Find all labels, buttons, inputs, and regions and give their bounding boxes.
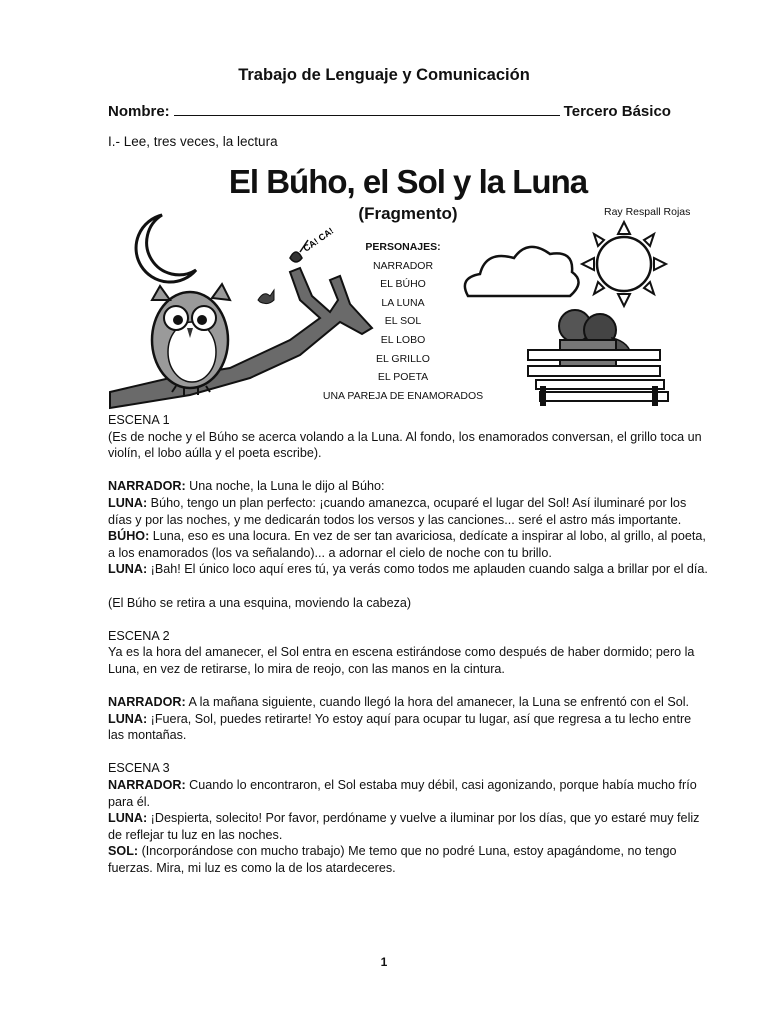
stage-direction: (Es de noche y el Búho se acerca volando a la Luna. Al fondo, los enamorados conversan, el grillo toca un violín, el lobo aúlla y el poeta escribe).: [108, 429, 702, 461]
speaker: LUNA:: [108, 562, 148, 577]
scene-heading: ESCENA 3: [108, 761, 170, 776]
stage-direction: Ya es la hora del amanecer, el Sol entra en escena estirándose como después de haber dormido; pero la Luna, en vez de retirarse, lo mira de reojo, con las manos en la cintura.: [108, 645, 695, 676]
line-text: Búho, tengo un plan perfecto: ¡cuando amanezca, ocuparé el lugar del Sol! Así iluminaré por los días y por las noches, y me dedicarán todos los versos y las canciones... seré el astro más importante.: [108, 495, 687, 527]
story-title: El Búho, el Sol y la Luna: [228, 163, 588, 200]
cast-heading: PERSONAJES:: [365, 241, 441, 253]
dialogue-line: [108, 561, 708, 578]
speaker: SOL:: [108, 844, 139, 859]
scene-heading: ESCENA 2: [108, 628, 170, 643]
speaker: LUNA:: [108, 811, 148, 826]
scene-heading: ESCENA 1: [108, 413, 170, 427]
cast-item: LA LUNA: [381, 296, 425, 309]
story-body: [108, 412, 708, 877]
name-label: Nombre:: [108, 103, 170, 120]
line-text: ¡Bah! El único loco aquí eres tú, ya verás como todos me aplauden cuando salga a brillar por el día.: [147, 562, 708, 577]
line-text: (Incorporándose con mucho trabajo) Me temo que no podré Luna, estoy apagándome, no tengo fuerzas. Mira, mi luz es como la de los atardeceres.: [108, 844, 677, 876]
sun-icon: [582, 222, 666, 306]
cast-item: EL SOL: [384, 315, 422, 328]
dialogue-line: [108, 478, 708, 495]
dialogue-line: [108, 495, 708, 528]
dialogue-line: [108, 694, 708, 711]
instruction: I.- Lee, tres veces, la lectura: [108, 134, 278, 149]
line-text: Luna, eso es una locura. En vez de ser tan avariciosa, dedícate a inspirar al lobo, al grillo, al poeta, a los enamorados (los va señalando)... a adornar el cielo de noche con tu brillo.: [108, 529, 706, 560]
owl-sound-text: CA! CA!: [301, 225, 336, 254]
cast-list: [318, 238, 488, 405]
author-name: Ray Respall Rojas: [604, 206, 691, 218]
speaker: LUNA:: [108, 495, 148, 510]
crescent-moon-icon: [136, 215, 196, 282]
dialogue-line: [108, 528, 708, 561]
dialogue-line: [108, 843, 708, 876]
cast-item: EL POETA: [377, 371, 429, 384]
story-subtitle: (Fragmento): [358, 204, 458, 223]
line-text: Una noche, la Luna le dijo al Búho:: [185, 479, 385, 494]
stage-direction: (El Búho se retira a una esquina, moviendo la cabeza): [108, 595, 412, 610]
line-text: Cuando lo encontraron, el Sol estaba muy débil, casi agonizando, porque había mucho frío para él.: [108, 778, 697, 809]
page-title: Trabajo de Lenguaje y Comunicación: [238, 66, 530, 84]
grade-label: Tercero Básico: [563, 103, 671, 120]
dialogue-line: [108, 777, 708, 810]
dialogue-line: [108, 810, 708, 843]
speaker: NARRADOR:: [108, 695, 186, 710]
page-number: 1: [380, 955, 388, 969]
couple-on-bench-icon: [528, 310, 668, 406]
cast-item: EL BÚHO: [380, 278, 426, 291]
dialogue-line: [108, 711, 708, 744]
speaker: BÚHO:: [108, 529, 150, 544]
speaker: NARRADOR:: [108, 778, 186, 793]
cast-item: NARRADOR: [372, 259, 434, 272]
speaker: LUNA:: [108, 711, 148, 726]
small-bird-icon: [258, 290, 274, 304]
line-text: A la mañana siguiente, cuando llegó la hora del amanecer, la Luna se enfrentó con el Sol.: [185, 695, 690, 710]
speaker: NARRADOR:: [108, 479, 186, 494]
line-text: ¡Fuera, Sol, puedes retirarte! Yo estoy aquí para ocupar tu lugar, así que regresa a tu lecho entre las montañas.: [108, 711, 692, 743]
cast-item: UNA PAREJA DE ENAMORADOS: [322, 389, 484, 402]
line-text: ¡Despierta, solecito! Por favor, perdóname y vuelve a iluminar por los días, que yo estaré muy feliz de reflejar tu luz en las noches.: [108, 811, 700, 842]
cast-item: EL LOBO: [380, 333, 426, 346]
cast-item: EL GRILLO: [376, 352, 430, 365]
